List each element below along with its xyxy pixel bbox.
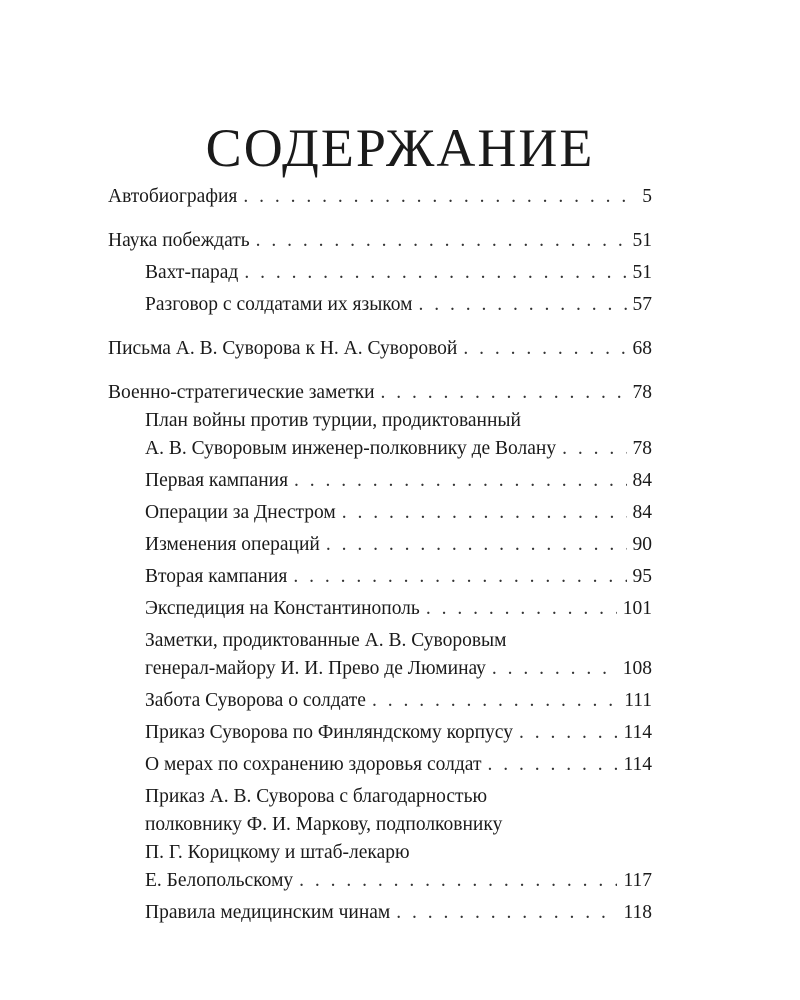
toc-entry-title: Военно-стратегические заметки — [108, 382, 375, 403]
toc-page-number: 51 — [632, 230, 652, 251]
toc-page-number: 5 — [642, 186, 652, 207]
dot-leader — [381, 379, 627, 407]
dot-leader — [426, 595, 617, 623]
toc-entry-title: Правила медицинским чинам — [145, 902, 391, 923]
toc-entry-title: Письма А. В. Суворова к Н. А. Суворовой — [108, 338, 458, 359]
toc-entry — [108, 183, 652, 211]
toc-page-number: 114 — [623, 754, 652, 775]
toc-entry-title-line: Приказ А. В. Суворова с благодарностью — [145, 786, 488, 807]
toc-entry — [108, 227, 652, 255]
dot-leader — [326, 531, 627, 559]
toc-subentry — [108, 719, 652, 747]
toc-entry-title: Приказ Суворова по Финляндскому корпусу — [145, 722, 513, 743]
toc-entry-title-line: А. В. Суворовым инженер-полковнику де Волану — [145, 438, 557, 459]
toc-page-number: 101 — [622, 598, 652, 619]
dot-leader — [293, 563, 626, 591]
toc-page-number: 108 — [622, 658, 652, 679]
toc-page-number: 51 — [632, 262, 652, 283]
dot-leader — [419, 291, 627, 319]
toc-subentry — [108, 687, 652, 715]
toc-page-number: 78 — [632, 382, 652, 403]
toc-entry-title: Вахт-парад — [145, 262, 239, 283]
dot-leader — [243, 183, 636, 211]
toc-entry-title: Вторая кампания — [145, 566, 288, 587]
dot-leader — [562, 435, 626, 463]
toc-subentry — [108, 407, 652, 463]
toc-subentry — [108, 291, 652, 319]
dot-leader — [492, 655, 617, 683]
toc-entry-title: Операции за Днестром — [145, 502, 336, 523]
toc-subentry — [108, 595, 652, 623]
toc-page-number: 84 — [632, 470, 652, 491]
dot-leader — [244, 259, 626, 287]
toc-subentry — [108, 563, 652, 591]
dot-leader — [519, 719, 618, 747]
toc-entry-title: Забота Суворова о солдате — [145, 690, 366, 711]
toc-subentry — [108, 783, 652, 895]
toc-page-number: 114 — [623, 722, 652, 743]
toc-page-number: 111 — [624, 690, 652, 711]
toc-page-number: 90 — [632, 534, 652, 555]
toc-entry-title: О мерах по сохранению здоровья солдат — [145, 754, 482, 775]
page-title: СОДЕРЖАНИЕ — [205, 118, 595, 178]
toc-entry-title: Автобиография — [108, 186, 238, 207]
toc-subentry — [108, 259, 652, 287]
toc-subentry — [108, 899, 652, 927]
dot-leader — [396, 899, 617, 927]
toc-subentry — [108, 467, 652, 495]
dot-leader — [487, 751, 617, 779]
dot-leader — [294, 467, 626, 495]
toc-entry-title-line: Е. Белопольскому — [145, 870, 294, 891]
toc-entry-title-line: П. Г. Корицкому и штаб-лекарю — [145, 842, 410, 863]
table-of-contents — [108, 183, 652, 927]
toc-entry — [108, 379, 652, 407]
toc-page-number: 57 — [632, 294, 652, 315]
toc-entry-title-line: полковнику Ф. И. Маркову, подполковнику — [145, 814, 503, 835]
toc-subentry — [108, 751, 652, 779]
dot-leader — [299, 867, 617, 895]
toc-entry-title-line: генерал-майору И. И. Прево де Люминау — [145, 658, 486, 679]
dot-leader — [256, 227, 627, 255]
toc-subentry — [108, 627, 652, 683]
dot-leader — [342, 499, 627, 527]
toc-entry-title: Наука побеждать — [108, 230, 250, 251]
toc-subentry — [108, 531, 652, 559]
toc-entry-title: Экспедиция на Константинополь — [145, 598, 420, 619]
toc-page-number: 95 — [632, 566, 652, 587]
toc-entry — [108, 335, 652, 363]
toc-entry-title: Изменения операций — [145, 534, 320, 555]
toc-entry-title-line: План войны против турции, продиктованный — [145, 410, 521, 431]
toc-page-number: 84 — [632, 502, 652, 523]
toc-entry-title: Первая кампания — [145, 470, 289, 491]
toc-page-number: 68 — [632, 338, 652, 359]
toc-entry-title-line: Заметки, продиктованные А. В. Суворовым — [145, 630, 507, 651]
dot-leader — [372, 687, 618, 715]
dot-leader — [463, 335, 626, 363]
toc-page-number: 78 — [632, 438, 652, 459]
toc-page-number: 118 — [623, 902, 652, 923]
toc-page-number: 117 — [623, 870, 652, 891]
toc-subentry — [108, 499, 652, 527]
toc-entry-title: Разговор с солдатами их языком — [145, 294, 413, 315]
